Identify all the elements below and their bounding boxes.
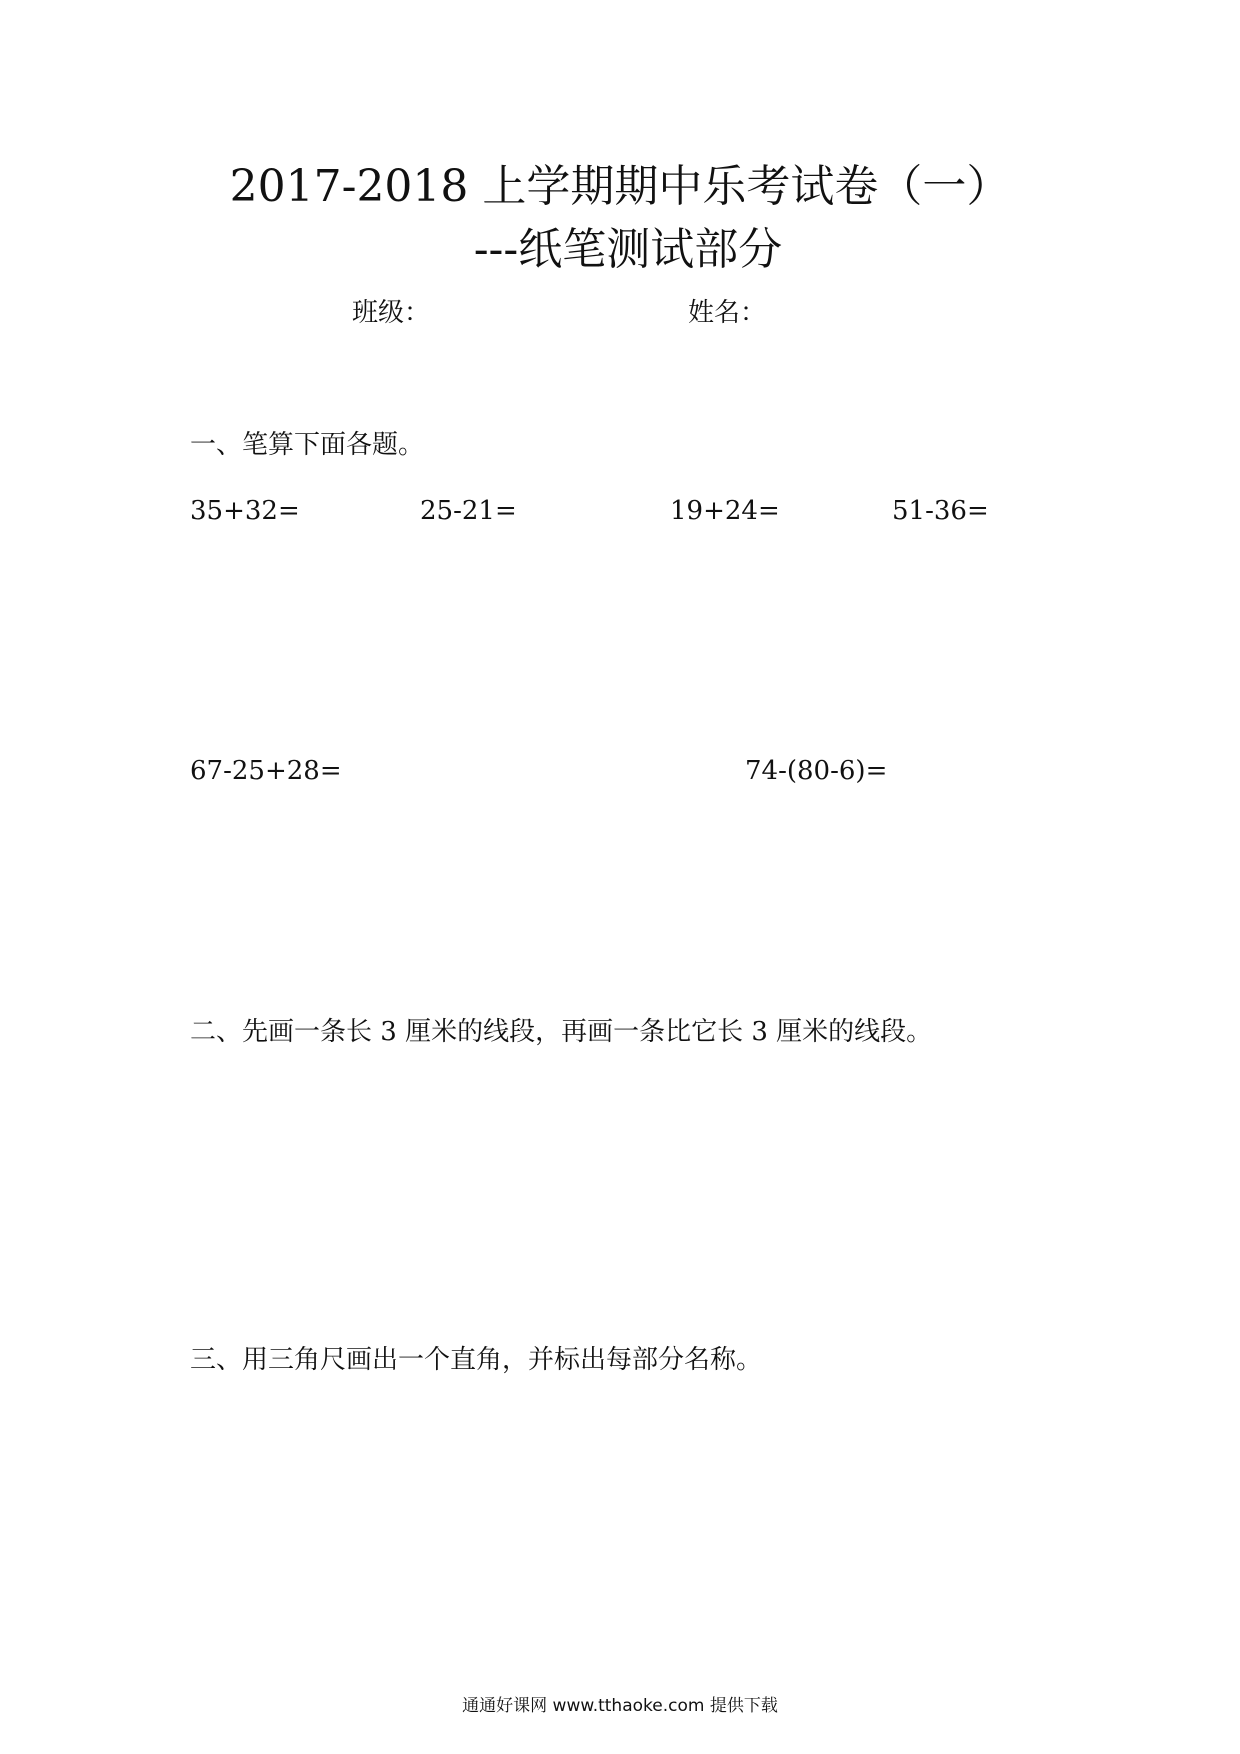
section-heading-draw-segments: 二、先画一条长 3 厘米的线段，再画一条比它长 3 厘米的线段。: [190, 1017, 933, 1047]
problem-item: 67-25+28=: [190, 756, 342, 786]
section-heading-draw-right-angle: 三、用三角尺画出一个直角，并标出每部分名称。: [190, 1345, 763, 1375]
section-heading-written-calculation: 一、笔算下面各题。: [190, 430, 425, 460]
page-title: 2017-2018 上学期期中乐考试卷（一）: [229, 161, 1011, 212]
footer-source-text: 通通好课网 www.tthaoke.com 提供下载: [462, 1696, 778, 1716]
page-subtitle: ---纸笔测试部分: [473, 224, 783, 275]
problem-item: 51-36=: [892, 496, 989, 526]
problem-item: 25-21=: [420, 496, 517, 526]
class-field-label: 班级：: [352, 298, 431, 328]
problem-item: 74-(80-6)=: [745, 756, 888, 786]
problem-item: 35+32=: [190, 496, 300, 526]
name-field-label: 姓名：: [688, 298, 767, 328]
problem-item: 19+24=: [670, 496, 780, 526]
